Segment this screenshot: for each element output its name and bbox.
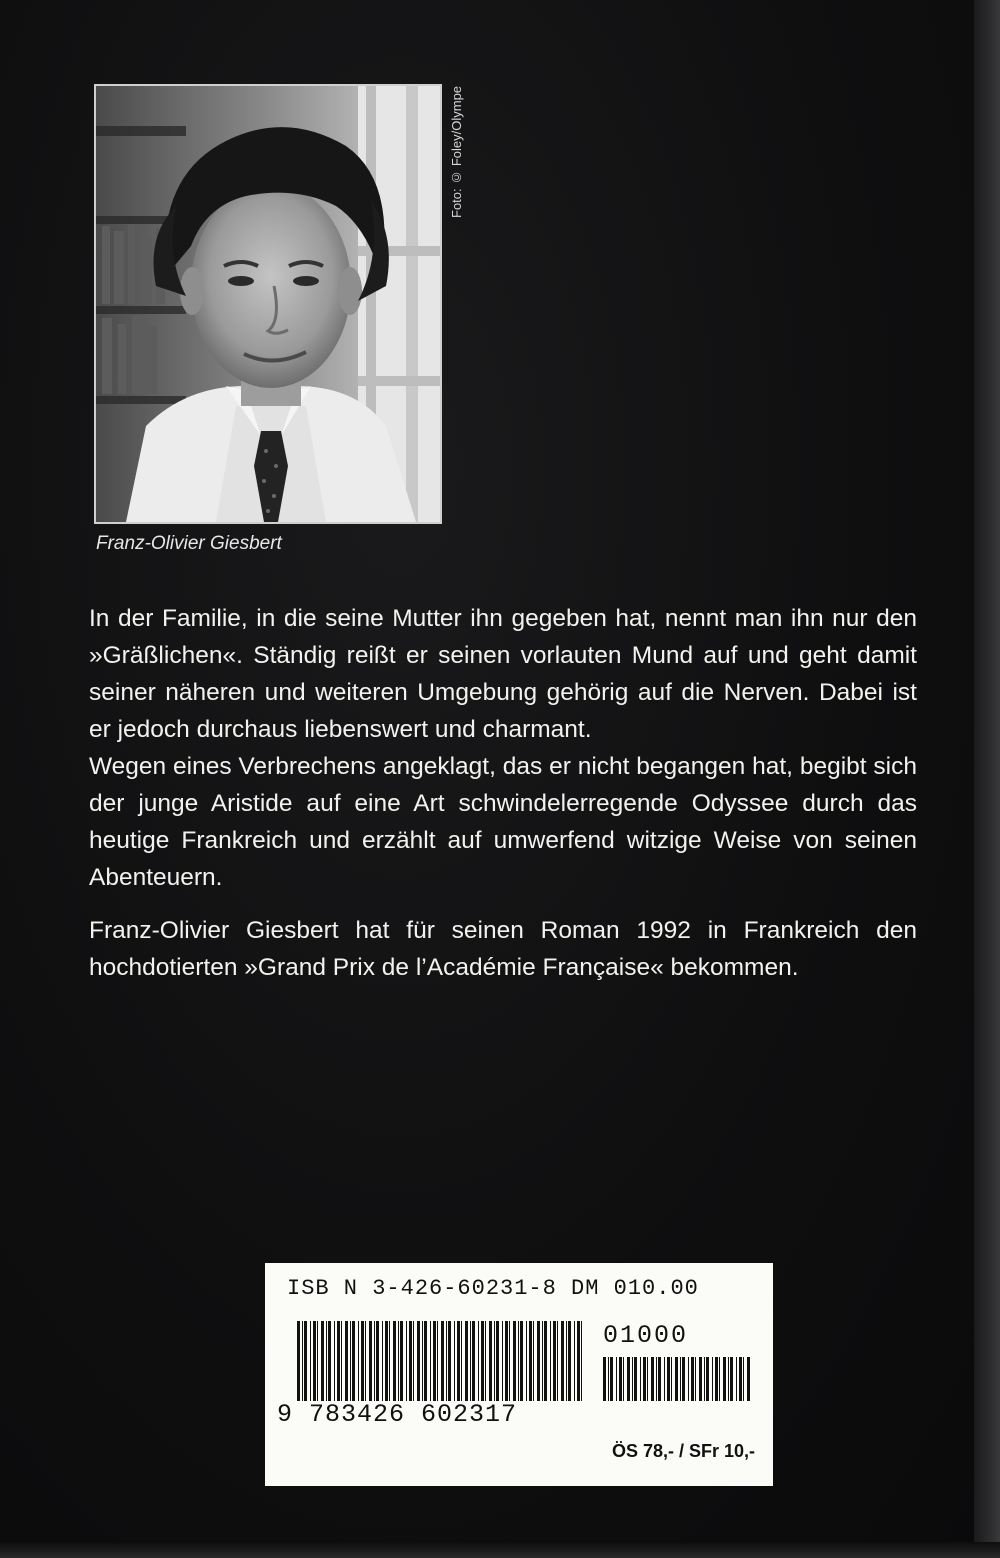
barcode-bar xyxy=(385,1321,388,1401)
barcode-bar xyxy=(326,1321,327,1401)
barcode-bar xyxy=(574,1321,575,1401)
barcode-bar xyxy=(619,1357,622,1401)
barcode-bar xyxy=(526,1321,527,1401)
barcode-bar xyxy=(706,1357,709,1401)
barcode-bar xyxy=(409,1321,412,1401)
price-code: 01000 xyxy=(603,1321,689,1350)
barcode-bar xyxy=(566,1321,567,1401)
barcode-bar xyxy=(728,1357,729,1401)
blurb-text xyxy=(89,600,917,986)
barcode-bar xyxy=(422,1321,423,1401)
barcode-bar xyxy=(481,1321,484,1401)
barcode-bar xyxy=(704,1357,705,1401)
barcode-bar xyxy=(310,1321,311,1401)
blurb-paragraph: Wegen eines Verbrechens angeklagt, das er nicht begangen hat, begibt sich der junge Aristide auf eine Art schwindelerregende Odyssee durch das heutige Frankreich und erzählt auf umwerfend witzige Weise von seinen Abenteuern. xyxy=(89,753,917,891)
barcode-bar xyxy=(361,1321,364,1401)
barcode-bar xyxy=(406,1321,407,1401)
barcode-bar xyxy=(352,1321,355,1401)
barcode-bar xyxy=(389,1321,390,1401)
barcode-bar xyxy=(297,1321,300,1401)
barcode-bar xyxy=(398,1321,399,1401)
barcode-bar xyxy=(557,1321,558,1401)
barcode-bar xyxy=(542,1321,543,1401)
barcode-bar xyxy=(345,1321,348,1401)
barcode-bar xyxy=(393,1321,396,1401)
cover-bottom-edge xyxy=(0,1542,1000,1558)
barcode-bar xyxy=(568,1321,571,1401)
ean-barcode xyxy=(297,1321,587,1401)
barcode-bar xyxy=(448,1321,451,1401)
barcode-bar xyxy=(417,1321,420,1401)
barcode-bar xyxy=(747,1357,750,1401)
barcode-bar xyxy=(627,1357,630,1401)
barcode-bar xyxy=(337,1321,340,1401)
barcode-bar xyxy=(317,1321,318,1401)
barcode-bar xyxy=(496,1321,499,1401)
barcode-bar xyxy=(400,1321,403,1401)
barcode-bar xyxy=(489,1321,492,1401)
barcode-bar xyxy=(454,1321,455,1401)
barcode-bar xyxy=(719,1357,720,1401)
barcode-bar xyxy=(736,1357,737,1401)
isbn-line: ISB N 3-426-60231-8 DM 010.00 xyxy=(287,1276,699,1301)
barcode-bar xyxy=(712,1357,713,1401)
barcode-bar xyxy=(334,1321,335,1401)
barcode-bar xyxy=(610,1357,613,1401)
barcode-bar xyxy=(553,1321,556,1401)
barcode-bar xyxy=(470,1321,471,1401)
barcode-bar xyxy=(502,1321,503,1401)
barcode-bar xyxy=(529,1321,532,1401)
barcode-bar xyxy=(581,1321,582,1401)
barcode-bar xyxy=(513,1321,516,1401)
barcode-bar xyxy=(365,1321,366,1401)
barcode-bar xyxy=(577,1321,580,1401)
ean-digits: 9 783426 602317 xyxy=(277,1400,518,1429)
barcode-bar xyxy=(699,1357,702,1401)
barcode-bar xyxy=(561,1321,564,1401)
photo-caption: Franz-Olivier Giesbert xyxy=(96,533,282,554)
barcode-bar xyxy=(695,1357,696,1401)
barcode-bar xyxy=(651,1357,654,1401)
barcode-bar xyxy=(509,1321,510,1401)
barcode-bar xyxy=(603,1357,606,1401)
barcode-bar xyxy=(656,1357,657,1401)
barcode-bar xyxy=(437,1321,438,1401)
barcode-bar xyxy=(358,1321,359,1401)
foreign-prices: ÖS 78,- / SFr 10,- xyxy=(611,1441,755,1461)
barcode-bar xyxy=(723,1357,726,1401)
barcode-bar xyxy=(658,1357,661,1401)
barcode-bar xyxy=(485,1321,486,1401)
barcode-bar xyxy=(616,1357,617,1401)
blurb-paragraph: Franz-Olivier Giesbert hat für seinen Roman 1992 in Frankreich den hochdotierten »Grand Prix de l’Académie Française« bekommen. xyxy=(89,917,917,981)
barcode-bar xyxy=(369,1321,372,1401)
barcode-bar xyxy=(478,1321,479,1401)
barcode-bar xyxy=(446,1321,447,1401)
barcode-bar xyxy=(632,1357,633,1401)
barcode-bar xyxy=(550,1321,551,1401)
barcode-bar xyxy=(671,1357,672,1401)
barcode-bar xyxy=(505,1321,508,1401)
barcode-bar xyxy=(680,1357,681,1401)
barcode-bar xyxy=(667,1357,670,1401)
barcode-bar xyxy=(682,1357,685,1401)
barcode-bar xyxy=(640,1357,641,1401)
barcode-bar xyxy=(634,1357,637,1401)
barcode-bar xyxy=(715,1357,718,1401)
barcode-bar xyxy=(537,1321,540,1401)
barcode-bar xyxy=(461,1321,462,1401)
barcode-bar xyxy=(441,1321,444,1401)
barcode-bar xyxy=(739,1357,742,1401)
barcode-bar xyxy=(544,1321,547,1401)
blurb-paragraph: In der Familie, in die seine Mutter ihn gegeben hat, nennt man ihn nur den »Gräßlichen«. Ständig reißt er seinen vorlauten Mund auf und geht damit seiner näheren und weiteren Umgebung gehörig auf die Nerven. Dabei ist er jedoch durchaus liebenswert und charmant. xyxy=(89,605,917,743)
cover-right-edge xyxy=(974,0,1000,1558)
barcode-bar xyxy=(608,1357,609,1401)
barcode-bar xyxy=(382,1321,383,1401)
barcode-bar xyxy=(472,1321,475,1401)
barcode-bar xyxy=(350,1321,351,1401)
barcode-bar xyxy=(691,1357,694,1401)
barcode-label xyxy=(265,1263,773,1486)
barcode-bar xyxy=(743,1357,744,1401)
barcode-bar xyxy=(520,1321,523,1401)
barcode-bar xyxy=(465,1321,468,1401)
author-photo xyxy=(94,84,442,524)
barcode-bar xyxy=(494,1321,495,1401)
barcode-bar xyxy=(302,1321,303,1401)
barcode-bar xyxy=(647,1357,648,1401)
barcode-bar xyxy=(518,1321,519,1401)
barcode-bar xyxy=(675,1357,678,1401)
barcode-bar xyxy=(664,1357,665,1401)
barcode-bar xyxy=(304,1321,307,1401)
barcode-bar xyxy=(321,1321,324,1401)
barcode-bar xyxy=(328,1321,331,1401)
barcode-bar xyxy=(424,1321,427,1401)
barcode-bar xyxy=(341,1321,342,1401)
barcode-bar xyxy=(413,1321,414,1401)
barcode-bar xyxy=(313,1321,316,1401)
barcode-bar xyxy=(430,1321,431,1401)
barcode-bar xyxy=(433,1321,436,1401)
price-barcode xyxy=(603,1357,753,1401)
barcode-bar xyxy=(643,1357,646,1401)
barcode-bar xyxy=(688,1357,689,1401)
barcode-bar xyxy=(623,1357,624,1401)
barcode-bar xyxy=(457,1321,460,1401)
barcode-bar xyxy=(376,1321,379,1401)
photo-credit: Foto: © Foley/Olympe xyxy=(449,86,464,219)
barcode-bar xyxy=(533,1321,534,1401)
barcode-bar xyxy=(374,1321,375,1401)
barcode-bar xyxy=(730,1357,733,1401)
